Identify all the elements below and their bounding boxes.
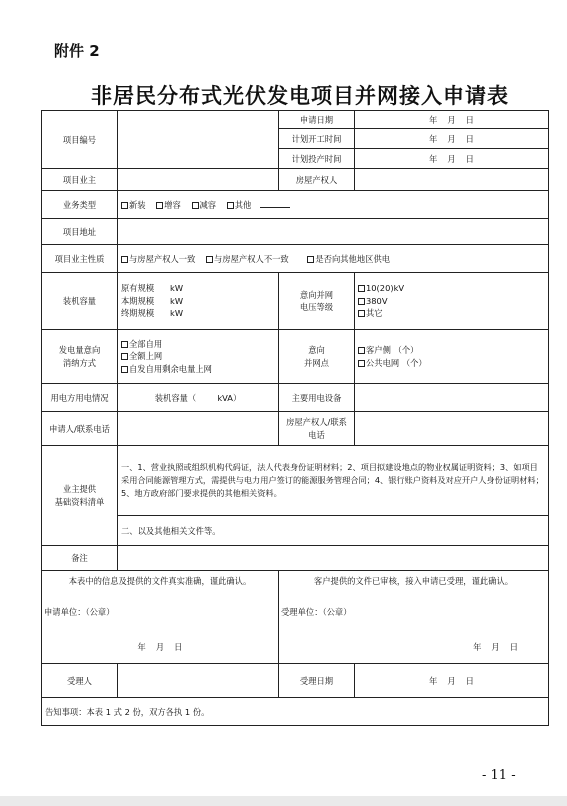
docs-list-label: 业主提供 基础资料清单 bbox=[42, 446, 118, 546]
accept-date-label: 受理日期 bbox=[279, 664, 355, 698]
checkbox-supply-other-area[interactable]: 是否向其他地区供电 bbox=[307, 254, 390, 264]
checkbox-10kv[interactable]: 10(20)kV bbox=[358, 282, 545, 295]
remarks-label: 备注 bbox=[42, 546, 118, 571]
acceptor-confirmation bbox=[279, 571, 549, 664]
main-equipment-label: 主要用电设备 bbox=[279, 384, 355, 412]
owner-nature-label: 项目业主性质 bbox=[42, 245, 118, 273]
page-bottom-band bbox=[0, 796, 567, 806]
voltage-level-label: 意向并网 电压等级 bbox=[279, 273, 355, 330]
apply-date-label: 申请日期 bbox=[279, 111, 355, 129]
address-label: 项目地址 bbox=[42, 219, 118, 245]
owner-label: 项目业主 bbox=[42, 169, 118, 191]
other-blank[interactable] bbox=[260, 200, 290, 208]
checkbox-new[interactable]: 新装 bbox=[121, 200, 146, 210]
handler-label: 受理人 bbox=[42, 664, 118, 698]
apply-date-field[interactable]: 年 月 日 bbox=[355, 111, 549, 129]
applicant-statement: 本表中的信息及提供的文件真实准确，谨此确认。 bbox=[68, 576, 252, 586]
page-number: - 11 - bbox=[482, 768, 516, 783]
main-equipment-field[interactable] bbox=[355, 384, 549, 412]
notice-text: 告知事项：本表 1 式 2 份，双方各执 1 份。 bbox=[42, 698, 549, 726]
start-date-label: 计划开工时间 bbox=[279, 129, 355, 149]
checkbox-decrease[interactable]: 减容 bbox=[192, 200, 217, 210]
installed-capacity-field[interactable]: 装机容量（ kVA） bbox=[118, 384, 279, 412]
consumption-mode-options bbox=[118, 330, 279, 384]
usage-label: 用电方用电情况 bbox=[42, 384, 118, 412]
operation-date-field[interactable]: 年 月 日 bbox=[355, 149, 549, 169]
checkbox-full-grid[interactable]: 全额上网 bbox=[121, 350, 275, 363]
start-date-field[interactable]: 年 月 日 bbox=[355, 129, 549, 149]
grid-point-options bbox=[355, 330, 549, 384]
operation-date-label: 计划投产时间 bbox=[279, 149, 355, 169]
acceptor-statement: 客户提供的文件已审核，接入申请已受理，谨此确认。 bbox=[313, 576, 514, 586]
owner-nature-options bbox=[118, 245, 549, 273]
applicant-phone-field[interactable] bbox=[118, 412, 279, 446]
remarks-field[interactable] bbox=[118, 546, 549, 571]
checkbox-380v[interactable]: 380V bbox=[358, 295, 545, 308]
property-owner-field[interactable] bbox=[355, 169, 549, 191]
project-no-field[interactable] bbox=[118, 111, 279, 169]
owner-field[interactable] bbox=[118, 169, 279, 191]
checkbox-customer-side[interactable]: 客户侧 （个） bbox=[358, 344, 545, 357]
business-type-options bbox=[118, 191, 549, 219]
checkbox-self-use[interactable]: 全部自用 bbox=[121, 338, 275, 351]
checkbox-surplus-grid[interactable]: 自发自用剩余电量上网 bbox=[121, 363, 275, 376]
form-title: 非居民分布式光伏发电项目并网接入申请表 bbox=[91, 84, 509, 108]
applicant-phone-label: 申请人/联系电话 bbox=[42, 412, 118, 446]
checkbox-public-grid[interactable]: 公共电网 （个） bbox=[358, 357, 545, 370]
acceptor-unit-label: 受理单位：（公章） bbox=[281, 607, 352, 617]
property-owner-phone-field[interactable] bbox=[355, 412, 549, 446]
voltage-level-options bbox=[355, 273, 549, 330]
checkbox-different-owner[interactable]: 与房屋产权人不一致 bbox=[206, 254, 289, 264]
application-form-table bbox=[41, 110, 549, 726]
business-type-label: 业务类型 bbox=[42, 191, 118, 219]
checkbox-same-owner[interactable]: 与房屋产权人一致 bbox=[121, 254, 195, 264]
address-field[interactable] bbox=[118, 219, 549, 245]
accept-date-field[interactable]: 年 月 日 bbox=[355, 664, 549, 698]
project-no-label: 项目编号 bbox=[42, 111, 118, 169]
handler-field[interactable] bbox=[118, 664, 279, 698]
consumption-mode-label: 发电量意向 消纳方式 bbox=[42, 330, 118, 384]
checkbox-other[interactable]: 其他 bbox=[227, 200, 252, 210]
docs-item-1: 一、1、营业执照或组织机构代码证，法人代表身份证明材料；2、项目拟建设地点的物业权属证明资料；3、如项目采用合同能源管理方式，需提供与电力用户签订的能源服务管理合同；4、银行账户资料及对应开户人身份证明材料；5、地方政府部门要求提供的其他相关资料。 bbox=[118, 446, 549, 516]
acceptor-sign-date: 年 月 日 bbox=[473, 642, 518, 652]
attachment-label: 附件 2 bbox=[54, 42, 100, 60]
grid-point-label: 意向 并网点 bbox=[279, 330, 355, 384]
checkbox-other-voltage[interactable]: 其它 bbox=[358, 307, 545, 320]
docs-item-2: 二、以及其他相关文件等。 bbox=[118, 516, 549, 546]
capacity-field[interactable]: 原有规模 kW 本期规模 kW 终期规模 kW bbox=[118, 273, 279, 330]
capacity-label: 装机容量 bbox=[42, 273, 118, 330]
applicant-confirmation bbox=[42, 571, 279, 664]
applicant-unit-label: 申请单位：（公章） bbox=[44, 607, 115, 617]
checkbox-increase[interactable]: 增容 bbox=[156, 200, 181, 210]
applicant-sign-date: 年 月 日 bbox=[137, 642, 183, 652]
property-owner-phone-label: 房屋产权人/联系 电话 bbox=[279, 412, 355, 446]
property-owner-label: 房屋产权人 bbox=[279, 169, 355, 191]
